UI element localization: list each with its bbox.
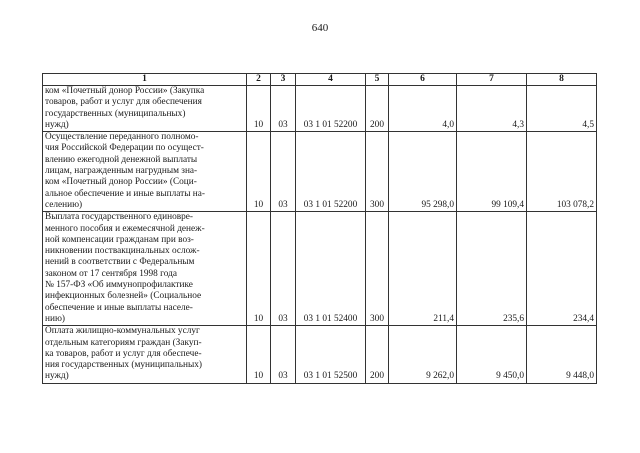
table-row (43, 212, 597, 326)
description-line: товаров, работ и услуг для обеспечения (45, 97, 202, 108)
description-line: Осуществление переданного полномо- (45, 132, 199, 143)
description-line: ком «Почетный донор России» (Соци- (45, 177, 197, 188)
description-line: государственных (муниципальных) (45, 108, 186, 119)
amount-year-2: 99 109,4 (457, 132, 527, 212)
section-code: 10 (247, 212, 271, 326)
description-line: обеспечение и иные выплаты населе- (45, 302, 193, 313)
description-line: менного пособия и ежемесячной денеж- (45, 223, 205, 234)
budget-table (42, 73, 597, 384)
target-article-code: 03 1 01 52200 (296, 86, 366, 132)
header-col-8: 8 (527, 74, 597, 86)
description-line: отдельным категориям граждан (Закуп- (45, 337, 202, 348)
description-line: ка товаров, работ и услуг для обеспече- (45, 348, 202, 359)
expense-type-code: 300 (366, 132, 389, 212)
row-description (43, 212, 247, 326)
description-line: ния государственных (муниципальных) (45, 360, 202, 371)
description-line: ком «Почетный донор России» (Закупка (45, 86, 205, 96)
description-line: чия Российской Федерации по осущест- (45, 143, 204, 154)
table-row (43, 86, 597, 132)
description-line: нию) (45, 313, 65, 324)
expense-type-code: 300 (366, 212, 389, 326)
description-line: влению ежегодной денежной выплаты (45, 154, 198, 165)
row-description (43, 86, 247, 132)
expense-type-code: 200 (366, 86, 389, 132)
header-col-2: 2 (247, 74, 271, 86)
description-line: нужд) (45, 371, 69, 382)
table-row (43, 132, 597, 212)
section-code: 10 (247, 326, 271, 383)
header-col-4: 4 (296, 74, 366, 86)
description-line: Оплата жилищно-коммунальных услуг (45, 326, 200, 337)
row-description (43, 132, 247, 212)
description-line: нужд) (45, 119, 69, 130)
amount-year-2: 235,6 (457, 212, 527, 326)
header-col-5: 5 (366, 74, 389, 86)
subsection-code: 03 (271, 326, 296, 383)
expense-type-code: 200 (366, 326, 389, 383)
target-article-code: 03 1 01 52200 (296, 132, 366, 212)
target-article-code: 03 1 01 52500 (296, 326, 366, 383)
table-row (43, 326, 597, 383)
description-line: альное обеспечение и иные выплаты на- (45, 188, 206, 199)
amount-year-1: 9 262,0 (389, 326, 457, 383)
table-header-row (43, 74, 597, 86)
amount-year-3: 234,4 (527, 212, 597, 326)
section-code: 10 (247, 86, 271, 132)
header-col-3: 3 (271, 74, 296, 86)
description-line: № 157-ФЗ «Об иммунопрофилактике (45, 280, 193, 291)
amount-year-2: 4,3 (457, 86, 527, 132)
subsection-code: 03 (271, 132, 296, 212)
description-line: нений в соответствии с Федеральным (45, 257, 195, 268)
description-line: Выплата государственного единовре- (45, 212, 194, 223)
description-line: лицам, награжденным нагрудным зна- (45, 166, 198, 177)
header-col-1: 1 (43, 74, 247, 86)
header-col-7: 7 (457, 74, 527, 86)
description-line: никновении поствакцинальных ослож- (45, 246, 200, 257)
header-col-6: 6 (389, 74, 457, 86)
subsection-code: 03 (271, 86, 296, 132)
description-line: инфекционных болезней» (Социальное (45, 291, 202, 302)
description-line: селению) (45, 199, 83, 210)
description-line: ной компенсации гражданам при воз- (45, 234, 194, 245)
amount-year-1: 211,4 (389, 212, 457, 326)
amount-year-1: 95 298,0 (389, 132, 457, 212)
target-article-code: 03 1 01 52400 (296, 212, 366, 326)
amount-year-1: 4,0 (389, 86, 457, 132)
section-code: 10 (247, 132, 271, 212)
page-number: 640 (311, 22, 329, 34)
row-description (43, 326, 247, 383)
amount-year-3: 4,5 (527, 86, 597, 132)
description-line: законом от 17 сентября 1998 года (45, 268, 177, 279)
amount-year-3: 9 448,0 (527, 326, 597, 383)
amount-year-2: 9 450,0 (457, 326, 527, 383)
amount-year-3: 103 078,2 (527, 132, 597, 212)
subsection-code: 03 (271, 212, 296, 326)
